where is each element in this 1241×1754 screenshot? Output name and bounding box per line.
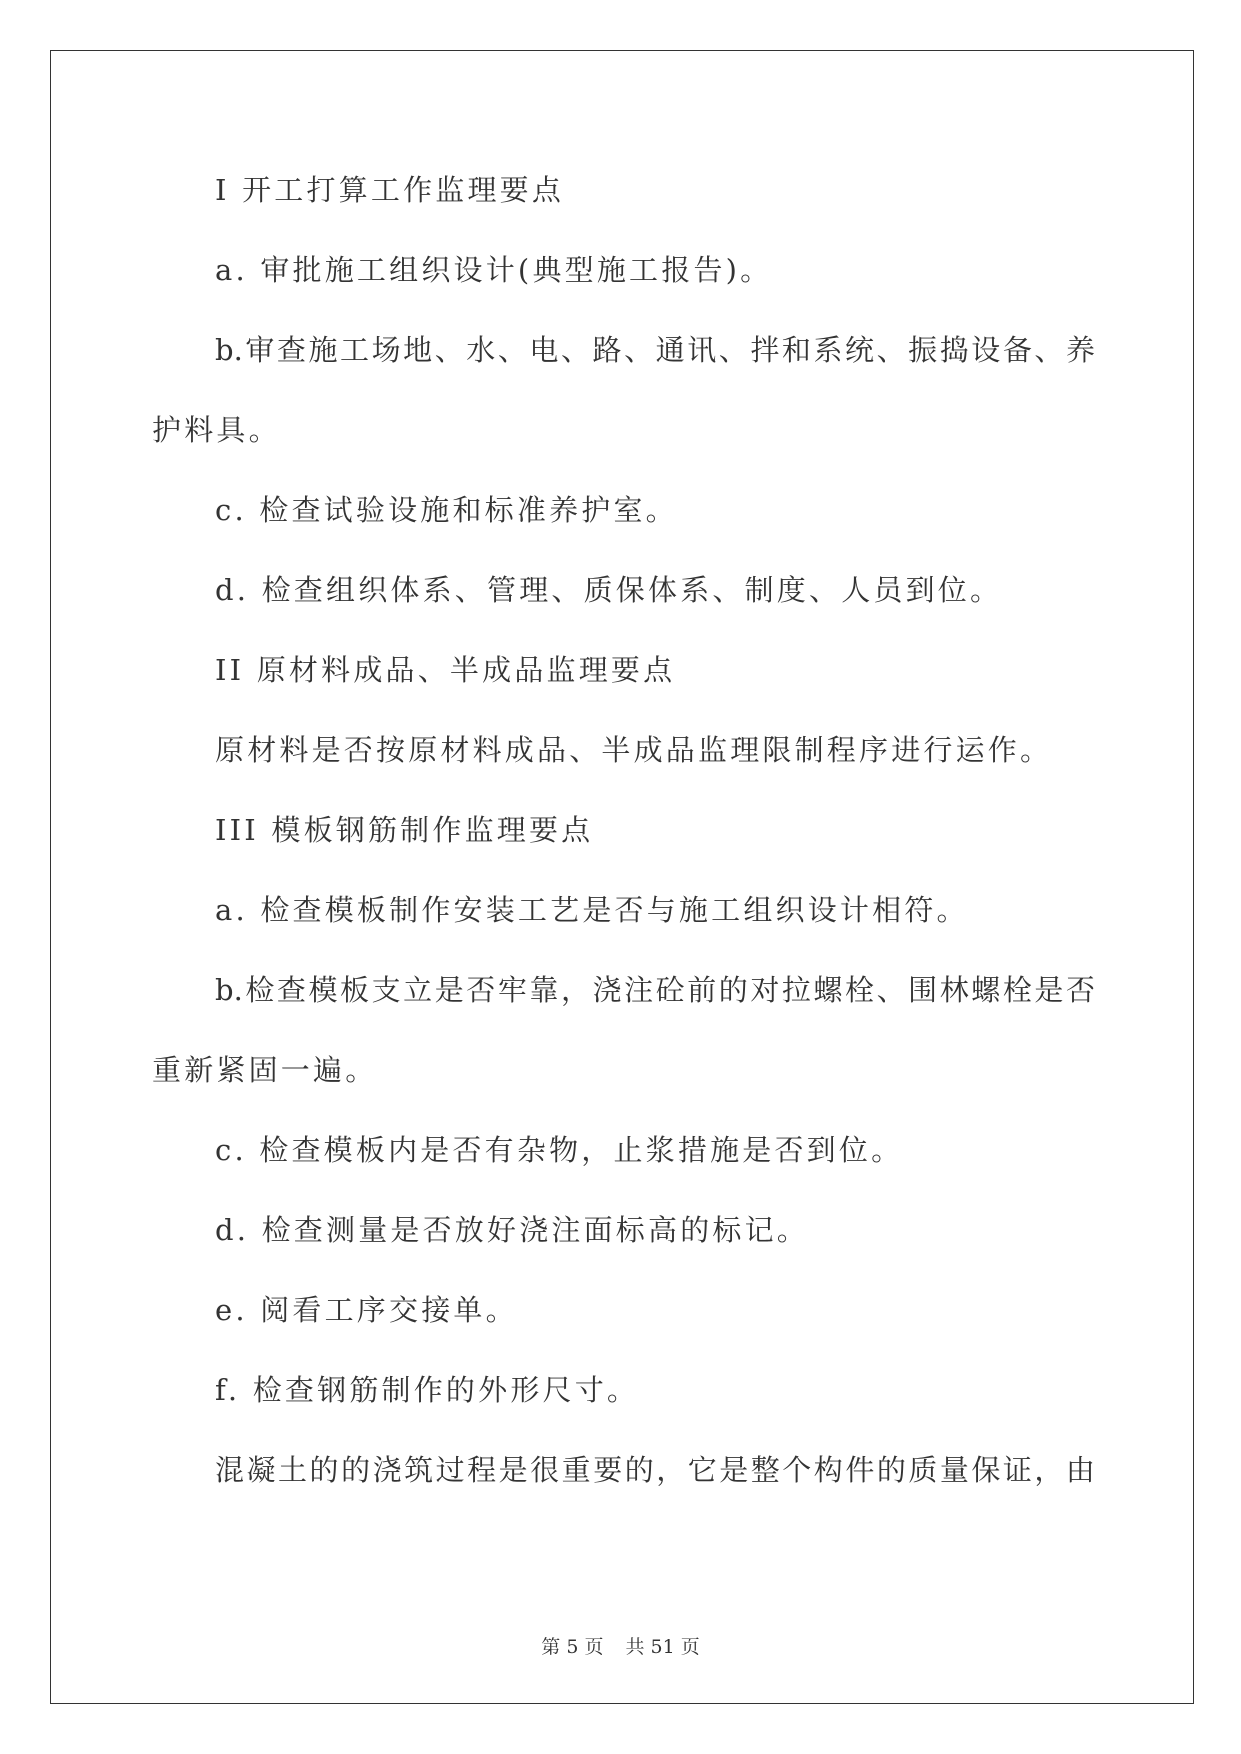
paragraph-iii-c: c. 检查模板内是否有杂物，止浆措施是否到位。 xyxy=(215,1133,904,1167)
paragraph-iii-b-line1: b. 检 查 模 板 支 立 是 否 牢 靠 ， 浇 注 砼 前 的 对 拉 螺 栓 、 围 林 螺 栓 是 否 xyxy=(215,973,1095,1007)
paragraph-c: c. 检查试验设施和标准养护室。 xyxy=(215,493,678,527)
heading-iii: III 模板钢筋制作监理要点 xyxy=(215,813,594,847)
paragraph-concrete-line1: 混 凝 土 的 的 浇 筑 过 程 是 很 重 要 的 ， 它 是 整 个 构 件 的 质 量 保 证 ， 由 xyxy=(215,1453,1095,1487)
heading-ii: II 原材料成品、半成品监理要点 xyxy=(215,653,676,687)
paragraph-b-line1: b. 审 查 施 工 场 地 、 水 、 电 、 路 、 通 讯 、 拌 和 系 统 、 振 捣 设 备 、 养 xyxy=(215,333,1095,367)
paragraph-iii-e: e. 阅看工序交接单。 xyxy=(215,1293,518,1327)
paragraph-d: d. 检查组织体系、管理、质保体系、制度、人员到位。 xyxy=(215,573,1003,607)
paragraph-iii-d: d. 检查测量是否放好浇注面标高的标记。 xyxy=(215,1213,810,1247)
heading-i: I 开工打算工作监理要点 xyxy=(215,173,565,207)
paragraph-iii-a: a. 检查模板制作安装工艺是否与施工组织设计相符。 xyxy=(215,893,969,927)
paragraph-materials: 原材料是否按原材料成品、半成品监理限制程序进行运作。 xyxy=(215,733,1053,767)
paragraph-iii-b-line2: 重新紧固一遍。 xyxy=(152,1053,378,1087)
paragraph-b-line2: 护料具。 xyxy=(152,413,281,447)
page-number: 第 5 页 xyxy=(541,1636,604,1658)
paragraph-iii-f: f. 检查钢筋制作的外形尺寸。 xyxy=(215,1373,640,1407)
page-total: 共 51 页 xyxy=(625,1636,700,1658)
page-footer xyxy=(0,1632,1241,1659)
paragraph-a: a. 审批施工组织设计(典型施工报告)。 xyxy=(215,253,773,287)
